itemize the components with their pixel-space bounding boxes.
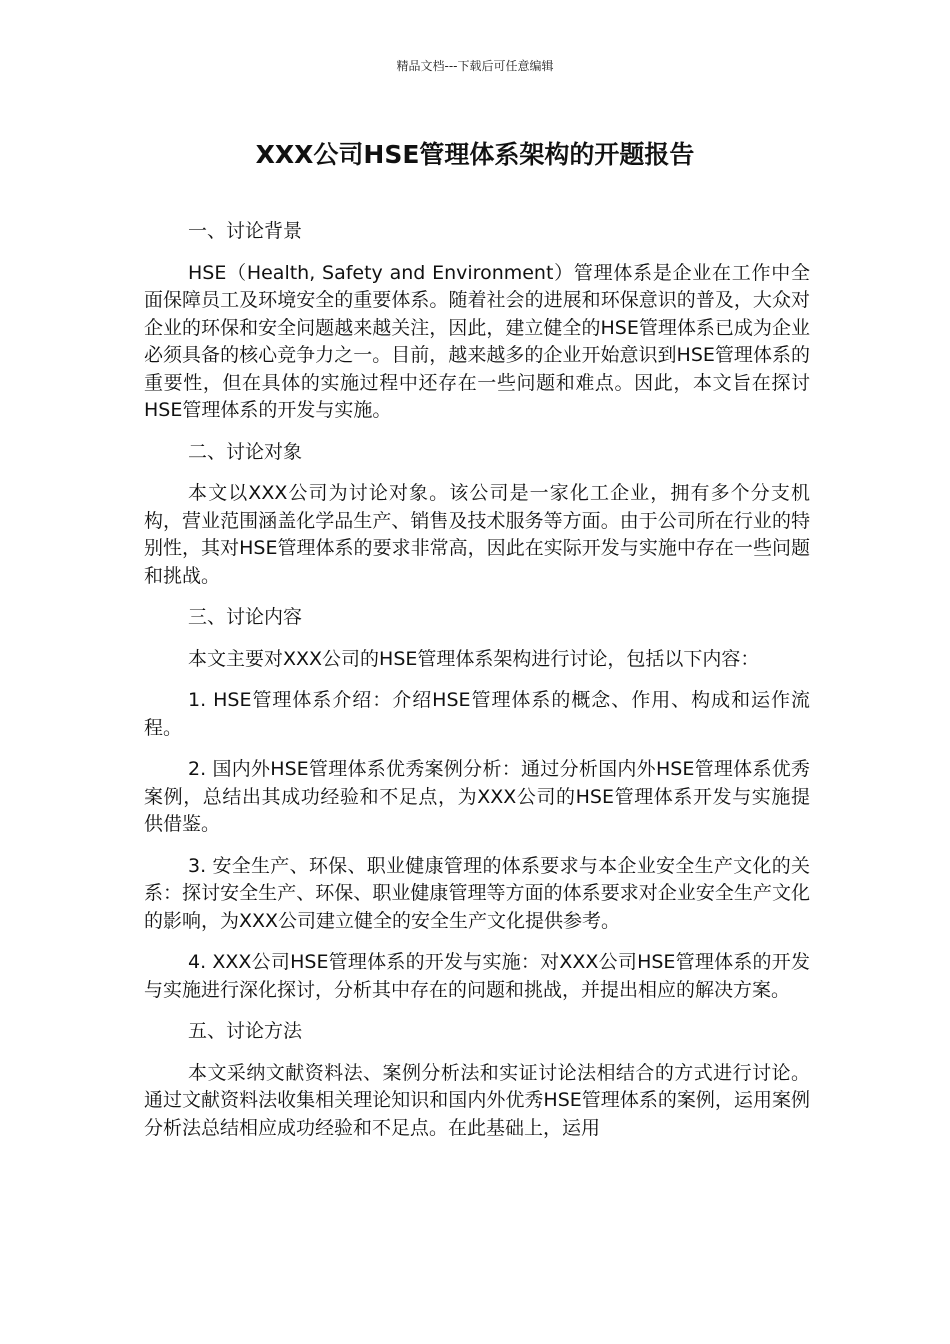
- document-title: XXX公司HSE管理体系架构的开题报告: [255, 140, 695, 169]
- header-note: 精品文档---下载后可任意编辑: [396, 59, 554, 73]
- paragraph-method: 本文采纳文献资料法、案例分析法和实证讨论法相结合的方式进行讨论。通过文献资料法收集相关理论知识和国内外优秀HSE管理体系的案例，运用案例分析法总结相应成功经验和不足点。在此基础上，运用: [144, 1061, 810, 1139]
- section-heading-background: 一、讨论背景: [188, 220, 303, 242]
- list-item-1: 1. HSE管理体系介绍：介绍HSE管理体系的概念、作用、构成和运作流程。: [144, 689, 810, 739]
- section-heading-subject: 二、讨论对象: [188, 440, 303, 463]
- list-item-4: 4. XXX公司HSE管理体系的开发与实施：对XXX公司HSE管理体系的开发与实施进行深化探讨，分析其中存在的问题和挑战，并提出相应的解决方案。: [144, 951, 810, 1001]
- section-heading-content: 三、讨论内容: [188, 606, 303, 628]
- list-item-3: 3. 安全生产、环保、职业健康管理的体系要求与本企业安全生产文化的关系：探讨安全生产、环保、职业健康管理等方面的体系要求对企业安全生产文化的影响，为XXX公司建立健全的安全生产文化提供参考。: [144, 854, 810, 932]
- paragraph-subject: 本文以XXX公司为讨论对象。该公司是一家化工企业，拥有多个分支机构，营业范围涵盖化学品生产、销售及技术服务等方面。由于公司所在行业的特别性，其对HSE管理体系的要求非常高，因此在实际开发与实施中存在一些问题和挑战。: [144, 482, 810, 587]
- paragraph-background: HSE（Health, Safety and Environment）管理体系是企业在工作中全面保障员工及环境安全的重要体系。随着社会的进展和环保意识的普及，大众对企业的环保和安全问题越来越关注，因此，建立健全的HSE管理体系已成为企业必须具备的核心竞争力之一。目前，越来越多的企业开始意识到HSE管理体系的重要性，但在具体的实施过程中还存在一些问题和难点。因此，本文旨在探讨HSE管理体系的开发与实施。: [144, 261, 810, 421]
- section-heading-method: 五、讨论方法: [188, 1020, 303, 1042]
- paragraph-content-intro: 本文主要对XXX公司的HSE管理体系架构进行讨论，包括以下内容：: [188, 647, 760, 670]
- list-item-2: 2. 国内外HSE管理体系优秀案例分析：通过分析国内外HSE管理体系优秀案例，总结出其成功经验和不足点，为XXX公司的HSE管理体系开发与实施提供借鉴。: [144, 758, 810, 835]
- document-body: [144, 218, 810, 1156]
